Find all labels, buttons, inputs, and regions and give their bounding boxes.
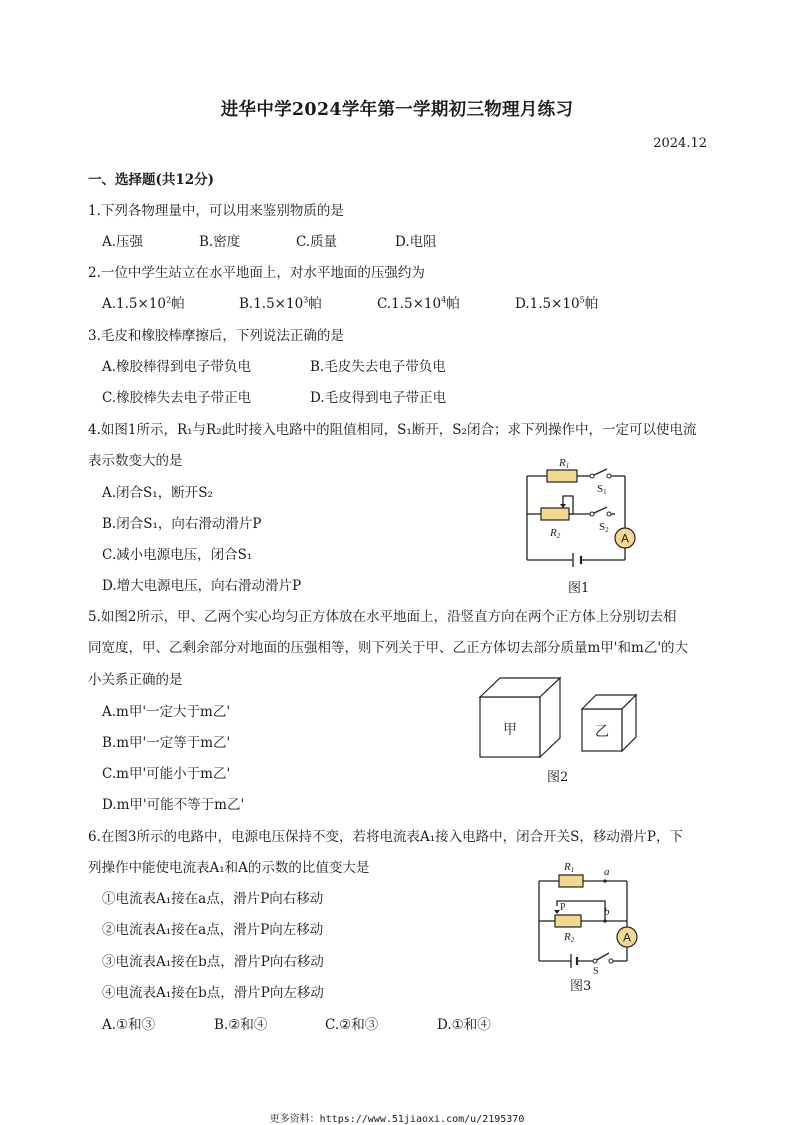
figure-1-circuit xyxy=(515,452,645,577)
question-4-line1: 4.如图1所示，R₁与R₂此时接入电路中的阻值相同，S₁断开，S₂闭合；求下列操作中，一定可以使电流 xyxy=(88,422,697,438)
figure-2-caption: 图2 xyxy=(547,770,569,785)
q3-option-a: A.橡胶棒得到电子带负电 xyxy=(102,359,252,375)
q2-option-a: $A.1.5\times 10^2$帕 xyxy=(102,295,185,312)
q6-statement-2: ②电流表A₁接在a点，滑片P向左移动 xyxy=(102,922,324,938)
question-5-line2: 同宽度，甲、乙剩余部分对地面的压强相等，则下列关于甲、乙正方体切去部分质量m甲'和m乙'的大 xyxy=(88,640,689,656)
q4-option-b: B.闭合S₁，向右滑动滑片P xyxy=(102,516,262,532)
q6-option-a: A.①和③ xyxy=(102,1017,156,1033)
q2-option-c: $C.1.5\times 10^4$帕 xyxy=(377,295,460,312)
cube-jia-label: 甲 xyxy=(503,722,517,738)
q4-option-a: A.闭合S₁，断开S₂ xyxy=(102,485,213,501)
q2-option-b: $B.1.5\times 10^3$帕 xyxy=(239,295,322,312)
cube-yi-label: 乙 xyxy=(595,724,609,740)
fig1-s1-label: S1 xyxy=(597,483,607,496)
q3-option-c: C.橡胶棒失去电子带正电 xyxy=(102,390,252,406)
fig3-point-b-label: b xyxy=(604,906,610,918)
fig1-s2-label: S2 xyxy=(599,521,609,534)
question-5-line1: 5.如图2所示，甲、乙两个实心均匀正方体放在水平地面上，沿竖直方向在两个正方体上分别切去相 xyxy=(88,609,677,625)
fig3-r2-label: R2 xyxy=(564,931,575,944)
question-4-line2: 表示数变大的是 xyxy=(88,453,183,469)
fig3-point-a-label: a xyxy=(604,866,610,878)
fig3-r1-label: R1 xyxy=(564,861,575,874)
q6-statement-3: ③电流表A₁接在b点，滑片P向右移动 xyxy=(102,954,324,970)
q2-option-d: $D.1.5\times 10^5$帕 xyxy=(515,295,599,312)
fig1-ammeter-label: A xyxy=(620,531,630,546)
q5-option-c: C.m甲'可能小于m乙' xyxy=(102,766,231,782)
question-3-stem: 3.毛皮和橡胶棒摩擦后，下列说法正确的是 xyxy=(88,328,344,344)
figure-1-caption: 图1 xyxy=(568,581,590,596)
question-6-line2: 列操作中能使电流表A₁和A的示数的比值变大是 xyxy=(88,860,370,876)
q3-option-d: D.毛皮得到电子带正电 xyxy=(310,390,447,406)
fig3-slider-label: P xyxy=(560,902,566,913)
q6-option-d: D.①和④ xyxy=(437,1017,491,1033)
q4-option-d: D.增大电源电压，向右滑动滑片P xyxy=(102,578,302,594)
q4-option-c: C.减小电源电压，闭合S₁ xyxy=(102,547,253,563)
q5-option-a: A.m甲'一定大于m乙' xyxy=(102,704,231,720)
fig1-r1-label: R1 xyxy=(559,457,570,470)
q1-option-b: B.密度 xyxy=(199,234,241,250)
q1-option-a: A.压强 xyxy=(102,234,144,250)
q1-option-d: D.电阻 xyxy=(395,234,437,250)
figure-2-cubes xyxy=(470,672,650,767)
fig1-r2-label: R2 xyxy=(550,527,561,540)
q6-option-c: C.②和③ xyxy=(325,1017,379,1033)
q6-option-b: B.②和④ xyxy=(214,1017,268,1033)
section-heading: 一、选择题(共12分) xyxy=(88,172,215,188)
q3-option-b: B.毛皮失去电子带负电 xyxy=(310,359,446,375)
question-5-line3: 小关系正确的是 xyxy=(88,672,183,688)
q5-option-b: B.m甲'一定等于m乙' xyxy=(102,735,231,751)
footer-link[interactable]: 更多资料：https://www.51jiaoxi.com/u/2195370 xyxy=(269,1114,525,1125)
page-title: 进华中学2024学年第一学期初三物理月练习 xyxy=(220,100,574,120)
figure-3-circuit xyxy=(527,857,647,975)
fig3-switch-label: S xyxy=(593,966,599,975)
question-2-stem: 2.一位中学生站立在水平地面上，对水平地面的压强约为 xyxy=(88,265,425,281)
q5-option-d: D.m甲'可能不等于m乙' xyxy=(102,797,245,813)
figure-3-caption: 图3 xyxy=(570,979,592,994)
exam-date: 2024.12 xyxy=(653,136,707,151)
q6-statement-1: ①电流表A₁接在a点，滑片P向右移动 xyxy=(102,891,324,907)
fig3-ammeter-label: A xyxy=(622,930,632,945)
question-1-stem: 1.下列各物理量中，可以用来鉴别物质的是 xyxy=(88,203,344,219)
q6-statement-4: ④电流表A₁接在b点，滑片P向左移动 xyxy=(102,985,324,1001)
question-6-line1: 6.在图3所示的电路中，电源电压保持不变，若将电流表A₁接入电路中，闭合开关S，移动滑片P，下 xyxy=(88,829,683,845)
q1-option-c: C.质量 xyxy=(296,234,338,250)
